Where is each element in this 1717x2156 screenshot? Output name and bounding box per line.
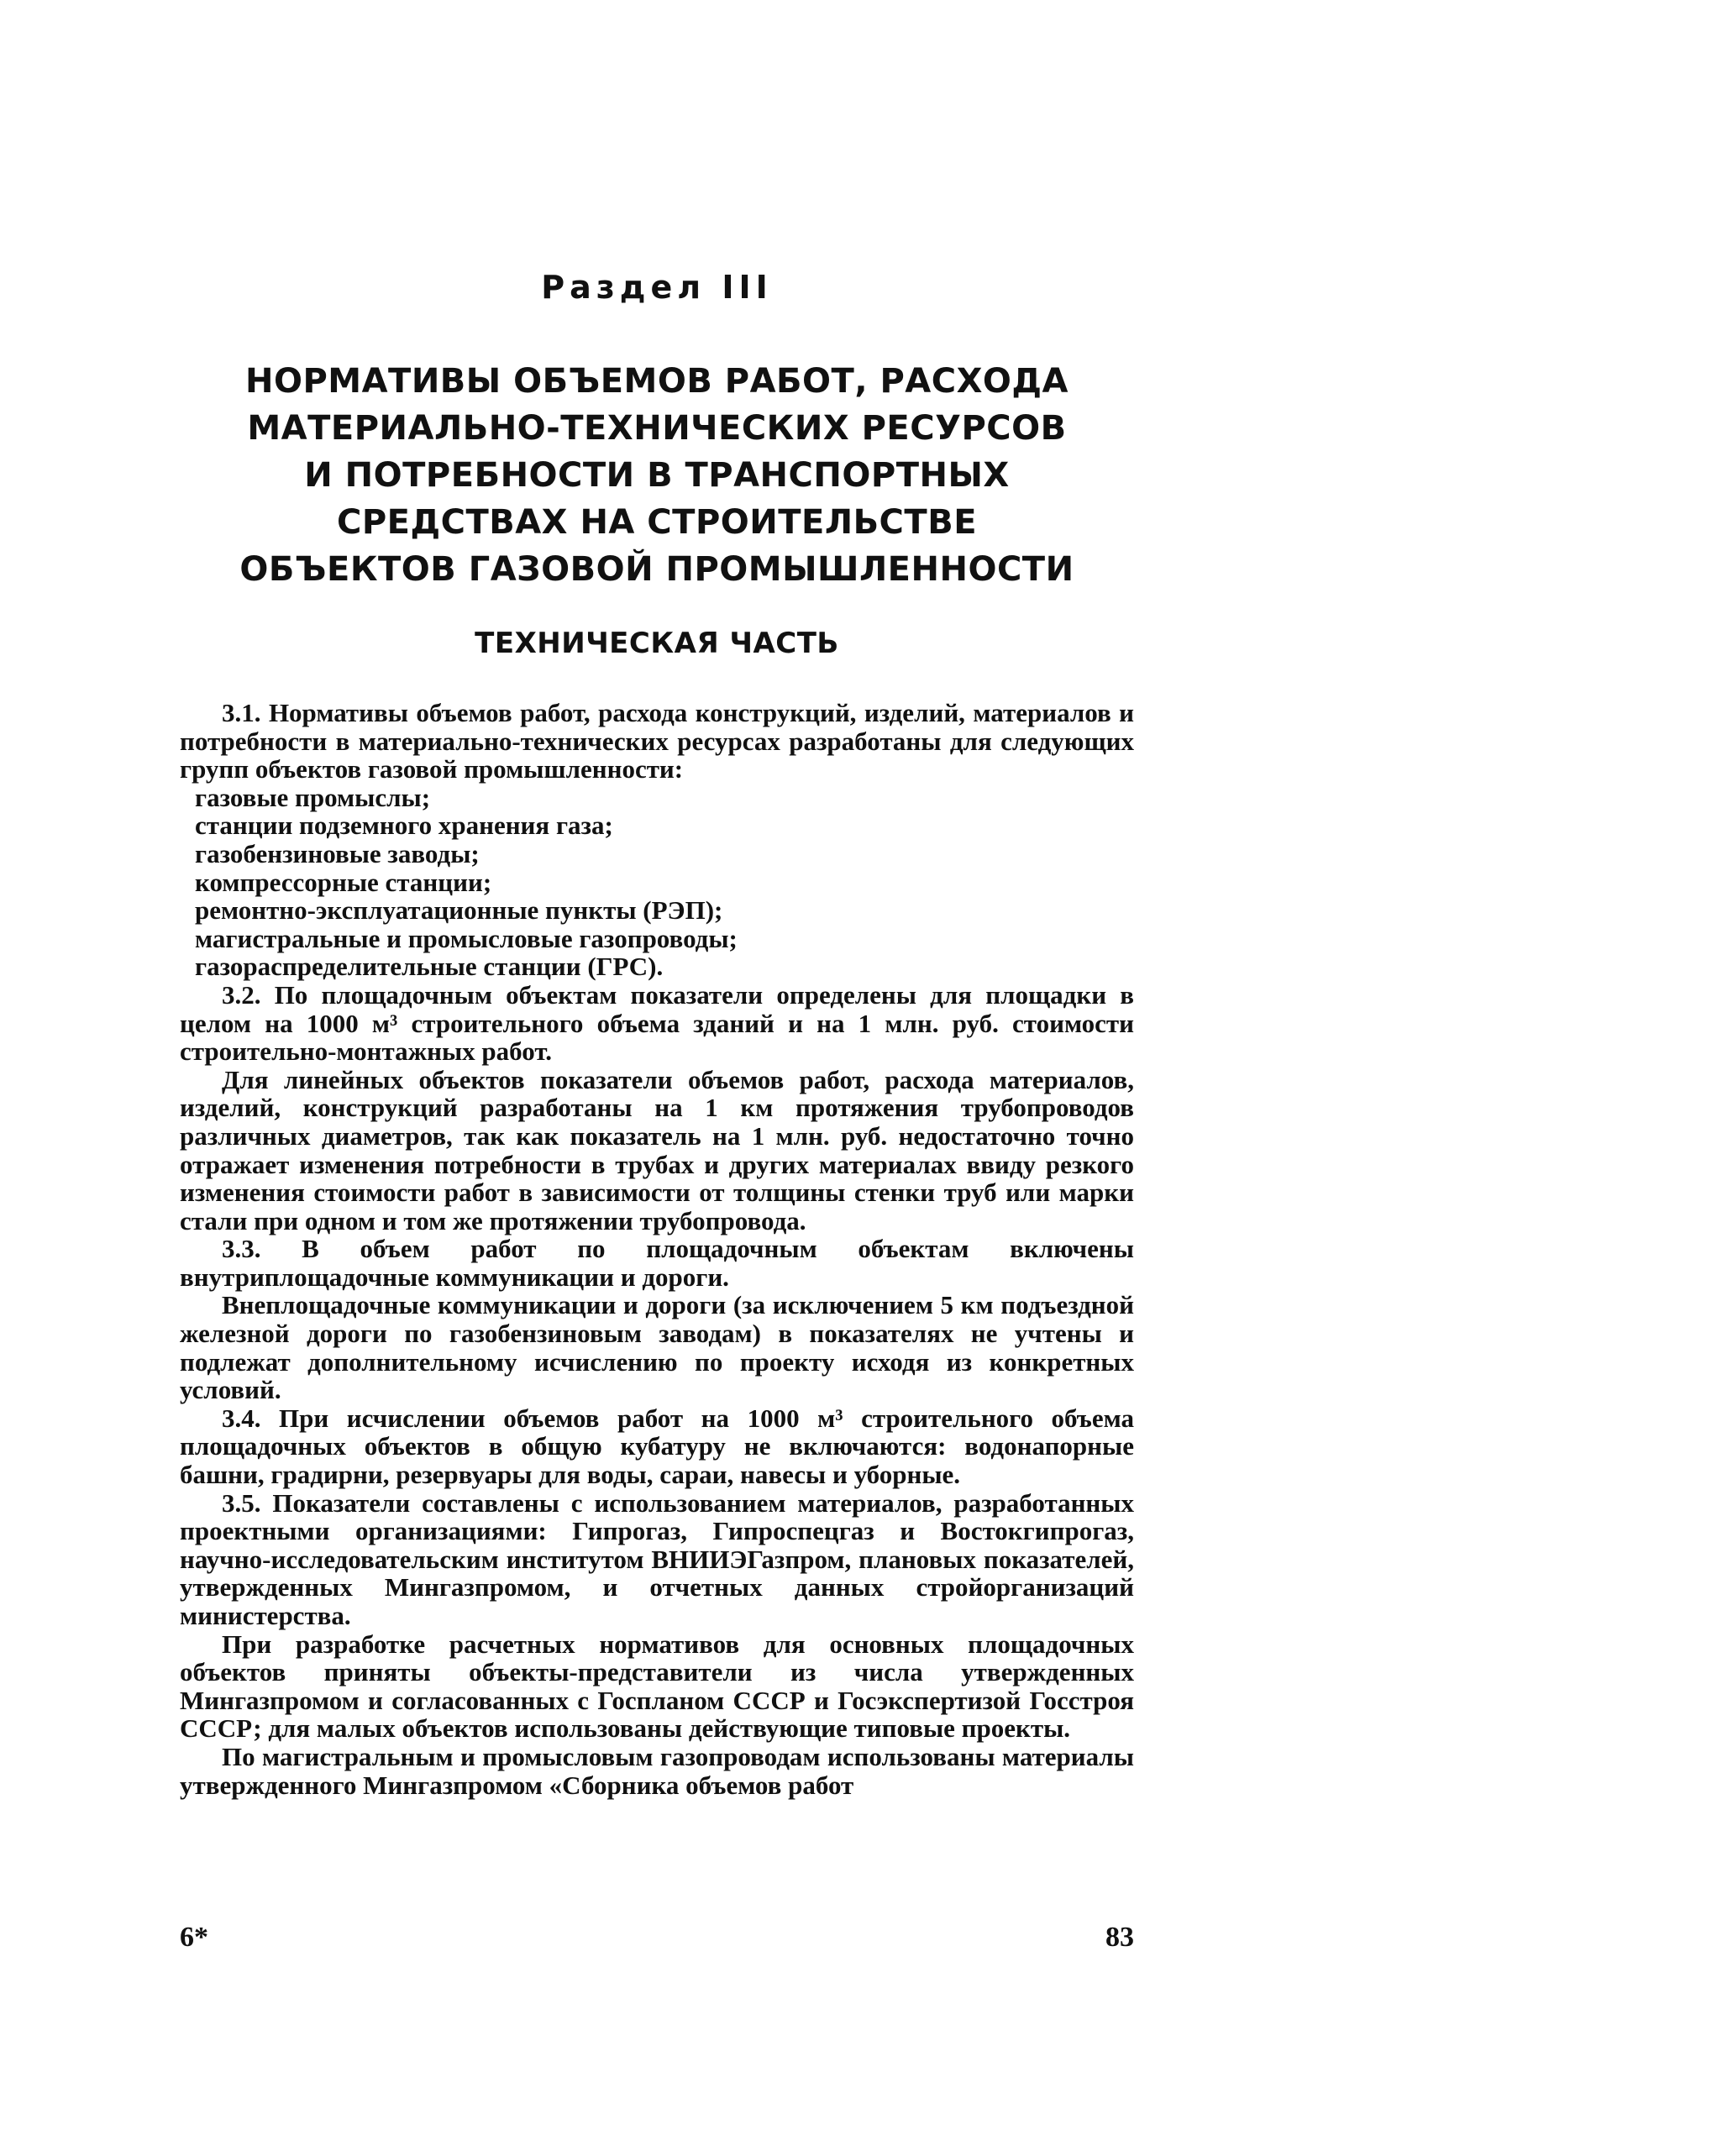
paragraph-3-2-continued: Для линейных объектов показатели объемов работ, расхода материалов, изделий, конструкций разработаны на 1 км протяжения трубопроводов различных диаметров, так как показатель на 1 млн. руб. недостаточно точно отражает изменения потребности в трубах и других материалах ввиду резкого изменения стоимости работ в зависимости от толщины стенки труб или марки стали при одном и том же протяжении трубопровода.	[180, 1064, 1134, 1235]
page-number: 83	[1105, 1922, 1134, 1953]
title-line: ОБЪЕКТОВ ГАЗОВОЙ ПРОМЫШЛЕННОСТИ	[239, 550, 1074, 589]
signature-mark: 6*	[180, 1922, 208, 1953]
title-line: МАТЕРИАЛЬНО-ТЕХНИЧЕСКИХ РЕСУРСОВ	[247, 409, 1067, 448]
subtitle: ТЕХНИЧЕСКАЯ ЧАСТЬ	[475, 627, 839, 660]
section-label: Раздел III	[541, 269, 773, 306]
title-line: СРЕДСТВАХ НА СТРОИТЕЛЬСТВЕ	[336, 503, 978, 542]
title-line: И ПОТРЕБНОСТИ В ТРАНСПОРТНЫХ	[304, 456, 1010, 495]
list-item: станции подземного хранения газа;	[195, 810, 613, 841]
document-page	[180, 269, 1134, 1953]
list-item: магистральные и промысловые газопроводы;	[195, 923, 738, 953]
list-item: газовые промыслы;	[195, 782, 431, 812]
paragraph-3-3: 3.3. В объем работ по площадочным объектам включены внутриплощадочные коммуникации и дороги.	[180, 1234, 1134, 1292]
list-item: ремонтно-эксплуатационные пункты (РЭП);	[195, 895, 723, 926]
paragraph-3-3-continued: Внеплощадочные коммуникации и дороги (за исключением 5 км подъездной железной дороги по газобензиновым заводам) в показателях не учтены и подлежат дополнительному исчислению по проекту исходя из конкретных условий.	[180, 1290, 1134, 1405]
list-item: компрессорные станции;	[195, 867, 492, 897]
paragraph-3-5: 3.5. Показатели составлены с использованием материалов, разработанных проектными организациями: Гипрогаз, Гипроспецгаз и Востокгипрогаз, научно-исследовательским институтом ВНИИЭГазпром, плановых показателей, утвержденных Мингазпромом, и отчетных данных стройорганизаций министерства.	[180, 1487, 1134, 1630]
paragraph-3-4: 3.4. При исчислении объемов работ на 1000 м³ строительного объема площадочных объектов в общую кубатуру не включаются: водонапорные башни, градирни, резервуары для воды, сараи, навесы и уборные.	[180, 1403, 1134, 1490]
body-text	[180, 699, 1134, 1799]
list-item: газобензиновые заводы;	[195, 838, 480, 868]
main-title	[180, 358, 1134, 593]
title-line: НОРМАТИВЫ ОБЪЕМОВ РАБОТ, РАСХОДА	[244, 362, 1069, 401]
paragraph-3-5-continued: При разработке расчетных нормативов для основных площадочных объектов приняты объекты-представители из числа утвержденных Мингазпромом и согласованных с Госпланом СССР и Госэкспертизой Госстроя СССР; для малых объектов использованы действующие типовые проекты.	[180, 1629, 1134, 1744]
list-item: газораспределительные станции (ГРС).	[195, 952, 664, 982]
paragraph-3-5-final: По магистральным и промысловым газопроводам использованы материалы утвержденного Мингазпромом «Сборника объемов работ	[180, 1741, 1134, 1800]
paragraph-3-2: 3.2. По площадочным объектам показатели определены для площадки в целом на 1000 м³ строительного объема зданий и на 1 млн. руб. стоимости строительно-монтажных работ.	[180, 979, 1134, 1067]
paragraph-3-1: 3.1. Нормативы объемов работ, расхода конструкций, изделий, материалов и потребности в материально-технических ресурсах разработаны для следующих групп объектов газовой промышленности:	[180, 698, 1134, 784]
